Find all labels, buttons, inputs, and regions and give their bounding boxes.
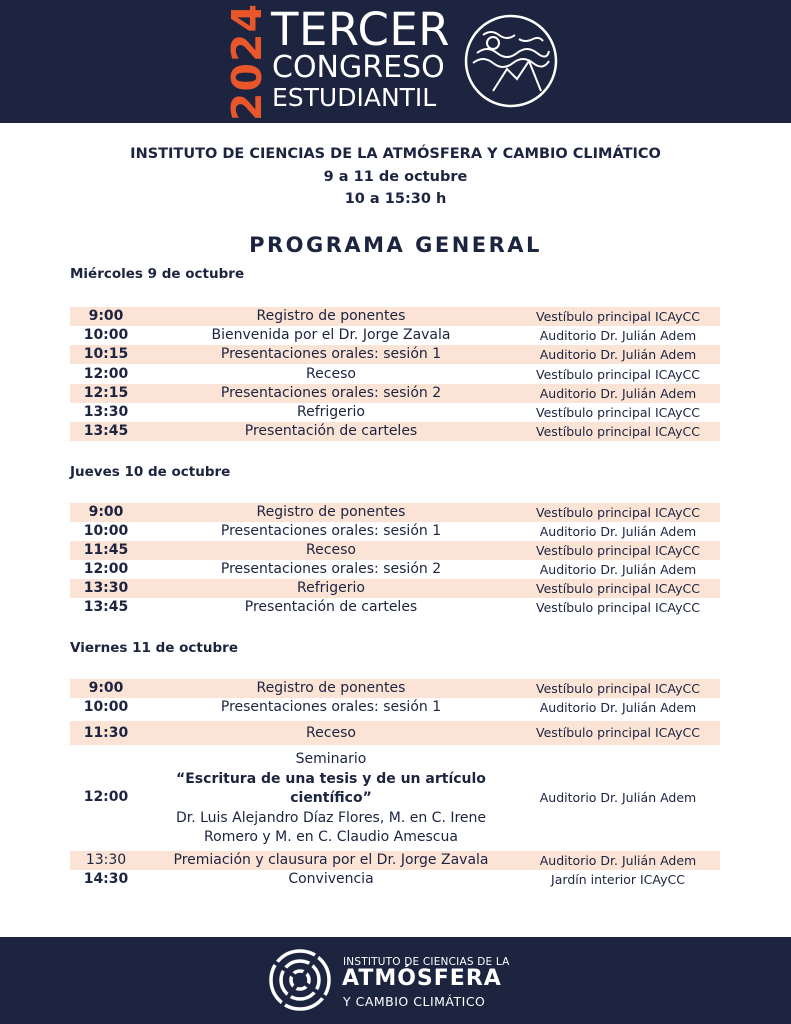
footer-line-1: INSTITUTO DE CIENCIAS DE LA [343,956,510,968]
event-dates: 9 a 11 de octubre [323,169,468,185]
row-time: 14:30 [83,871,129,887]
seminar-title-line-2: científico” [290,790,372,806]
program-title: PROGRAMA GENERAL [249,233,542,257]
schedule-row [70,560,720,579]
schedule-row [70,721,720,745]
row-activity: Presentaciones orales: sesión 1 [220,346,442,363]
row-location: Vestíbulo principal ICAyCC [536,309,700,324]
schedule-row [70,870,720,889]
row-time: 9:00 [88,308,124,324]
row-location: Auditorio Dr. Julián Adem [539,385,697,401]
row-time: 12:00 [83,365,129,382]
row-location: Vestíbulo principal ICAyCC [536,543,700,558]
row-activity: Premiación y clausura por el Dr. Jorge Zavala [173,852,489,868]
seminar-speakers-line-2: Romero y M. en C. Claudio Amescua [204,829,458,845]
title-line-1: TERCER [271,3,451,56]
schedule-row [70,698,720,717]
row-time: 11:45 [83,542,129,558]
row-location: Vestíbulo principal ICAyCC [536,424,700,440]
row-time: 13:30 [83,404,129,420]
schedule-row [70,422,720,441]
row-activity: Presentación de carteles [244,423,418,440]
header-banner [0,0,791,123]
schedule-row [70,579,720,598]
seminar-time: 12:00 [83,789,129,805]
row-activity: Presentación de carteles [244,599,418,615]
schedule-row [70,598,720,617]
row-time: 11:30 [83,725,129,741]
row-time: 13:45 [83,423,129,440]
row-activity: Presentaciones orales: sesión 1 [220,699,442,715]
row-location: Auditorio Dr. Julián Adem [539,524,697,539]
row-location: Auditorio Dr. Julián Adem [539,853,697,868]
row-activity: Presentaciones orales: sesión 1 [220,523,442,539]
row-location: Auditorio Dr. Julián Adem [539,562,697,577]
row-location: Vestíbulo principal ICAyCC [536,725,700,740]
row-time: 9:00 [88,680,124,696]
row-time: 12:00 [83,561,129,577]
schedule-row [70,365,720,384]
title-line-3: ESTUDIANTIL [272,83,437,112]
row-location: Auditorio Dr. Julián Adem [539,328,697,344]
schedule-row [70,503,720,522]
row-location: Vestíbulo principal ICAyCC [536,600,700,615]
row-activity: Presentaciones orales: sesión 2 [220,561,442,577]
seminar-location: Auditorio Dr. Julián Adem [539,790,697,805]
schedule-row [70,522,720,541]
schedule-row [70,679,720,698]
congress-emblem-icon [463,13,559,109]
footer-line-3: Y CAMBIO CLIMÁTICO [343,994,486,1009]
row-time: 13:30 [83,580,129,596]
row-location: Vestíbulo principal ICAyCC [536,581,700,596]
row-time: 10:00 [83,327,129,344]
row-time: 9:00 [88,504,124,520]
row-location: Vestíbulo principal ICAyCC [536,505,700,520]
row-location: Jardín interior ICAyCC [551,872,685,887]
row-time: 13:30 [85,852,127,868]
footer-line-2: ATMÓSFERA [342,966,502,991]
row-location: Auditorio Dr. Julián Adem [539,347,697,363]
row-location: Vestíbulo principal ICAyCC [536,681,700,696]
seminar-kind: Seminario [295,751,367,767]
row-activity: Refrigerio [297,580,365,596]
row-activity: Receso [306,542,356,558]
schedule-row [70,851,720,870]
row-time: 12:15 [83,384,129,401]
row-activity: Registro de ponentes [256,308,406,324]
row-location: Vestíbulo principal ICAyCC [536,366,700,382]
row-activity: Receso [306,365,356,382]
row-activity: Refrigerio [297,404,365,420]
day-heading: Viernes 11 de octubre [70,640,238,656]
title-line-2: CONGRESO [272,50,445,85]
year-label: 2024 [223,2,271,122]
row-activity: Receso [306,725,356,741]
row-location: Auditorio Dr. Julián Adem [539,700,697,715]
row-time: 13:45 [83,599,129,615]
row-time: 10:15 [83,346,129,363]
schedule-row [70,403,720,422]
event-hours: 10 a 15:30 h [344,191,447,207]
schedule-row [70,326,720,345]
seminar-title-line-1: “Escritura de una tesis y de un artículo [176,770,486,787]
schedule-row [70,345,720,364]
row-activity: Bienvenida por el Dr. Jorge Zavala [211,327,451,344]
seminar-speakers-line-1: Dr. Luis Alejandro Díaz Flores, M. en C. Irene [175,809,487,826]
row-activity: Registro de ponentes [256,680,406,696]
row-activity: Registro de ponentes [256,504,406,520]
row-time: 10:00 [83,699,129,715]
row-time: 10:00 [83,523,129,539]
schedule-row [70,307,720,326]
row-activity: Convivencia [288,871,374,887]
schedule-row [70,384,720,403]
day-heading: Jueves 10 de octubre [70,464,231,480]
day-heading: Miércoles 9 de octubre [70,266,245,282]
row-activity: Presentaciones orales: sesión 2 [220,384,442,401]
schedule-row [70,541,720,560]
institute-logo-icon [268,948,332,1012]
row-location: Vestíbulo principal ICAyCC [536,405,700,420]
seminar-block [142,750,520,848]
institute-name: INSTITUTO DE CIENCIAS DE LA ATMÓSFERA Y CAMBIO CLIMÁTICO [130,146,661,162]
